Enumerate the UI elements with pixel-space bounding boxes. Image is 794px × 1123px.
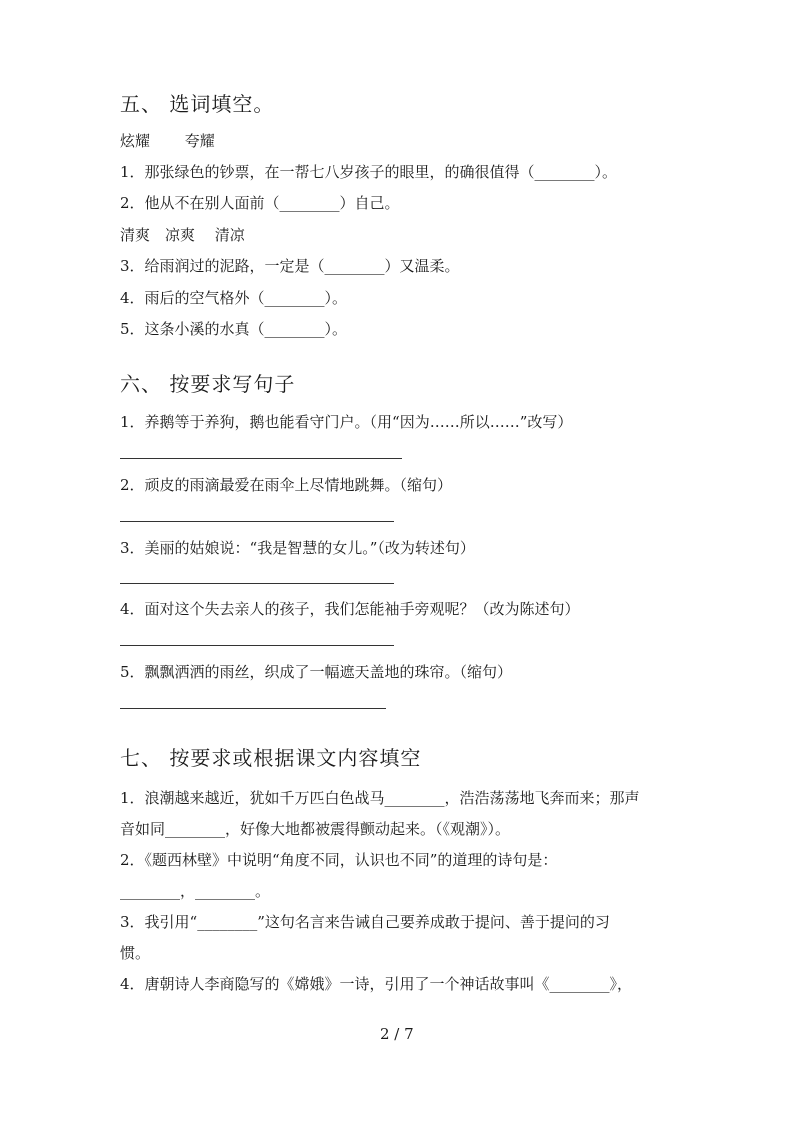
section-7-question-1-line-1: 1．浪潮越来越近，犹如千万匹白色战马________，浩浩荡荡地飞奔而来；那声 [120, 789, 640, 807]
answer-line-4[interactable] [120, 645, 394, 646]
section-5-question-3: 3．给雨润过的泥路，一定是（________）又温柔。 [120, 257, 460, 275]
section-6-question-3: 3．美丽的姑娘说：“我是智慧的女儿。”（改为转述句） [120, 539, 475, 557]
answer-line-2[interactable] [120, 521, 394, 522]
word-bank-2: 清爽 凉爽 清凉 [120, 226, 245, 244]
section-7-question-3-line-2: 惯。 [120, 944, 151, 962]
section-5-question-5: 5．这条小溪的水真（________）。 [120, 320, 348, 338]
section-7-question-3-line-1: 3．我引用“________”这句名言来告诫自己要养成敢于提问、善于提问的习 [120, 913, 610, 931]
answer-line-3[interactable] [120, 583, 394, 584]
section-7-title: 七、 按要求或根据课文内容填空 [120, 746, 422, 770]
section-7-question-2-line-1: 2．《题西林壁》中说明“角度不同，认识也不同”的道理的诗句是： [120, 851, 558, 869]
section-7-question-2-line-2: ________，________。 [120, 882, 271, 900]
section-6-title: 六、 按要求写句子 [120, 372, 296, 396]
section-6-question-1: 1．养鹅等于养狗，鹅也能看守门户。（用“因为……所以……”改写） [120, 413, 573, 431]
section-6-question-4: 4．面对这个失去亲人的孩子，我们怎能袖手旁观呢？（改为陈述句） [120, 600, 580, 618]
page-number: 2 / 7 [380, 1025, 414, 1043]
section-5-question-2: 2．他从不在别人面前（________）自己。 [120, 194, 400, 212]
section-7-question-1-line-2: 音如同________，好像大地都被震得颤动起来。（《观潮》）。 [120, 820, 511, 838]
section-5-question-1: 1．那张绿色的钞票，在一帮七八岁孩子的眼里，的确很值得（________）。 [120, 163, 618, 181]
section-5-question-4: 4．雨后的空气格外（________）。 [120, 289, 348, 307]
answer-line-5[interactable] [120, 708, 386, 709]
section-6-question-2: 2．顽皮的雨滴最爱在雨伞上尽情地跳舞。（缩句） [120, 476, 453, 494]
answer-line-1[interactable] [120, 458, 402, 459]
word-bank-1: 炫耀 夸耀 [120, 132, 215, 150]
section-6-question-5: 5．飘飘洒洒的雨丝，织成了一幅遮天盖地的珠帘。（缩句） [120, 663, 513, 681]
section-7-question-4-line-1: 4．唐朝诗人李商隐写的《嫦娥》一诗，引用了一个神话故事叫《________》， [120, 975, 633, 993]
section-5-title: 五、 选词填空。 [120, 92, 275, 116]
